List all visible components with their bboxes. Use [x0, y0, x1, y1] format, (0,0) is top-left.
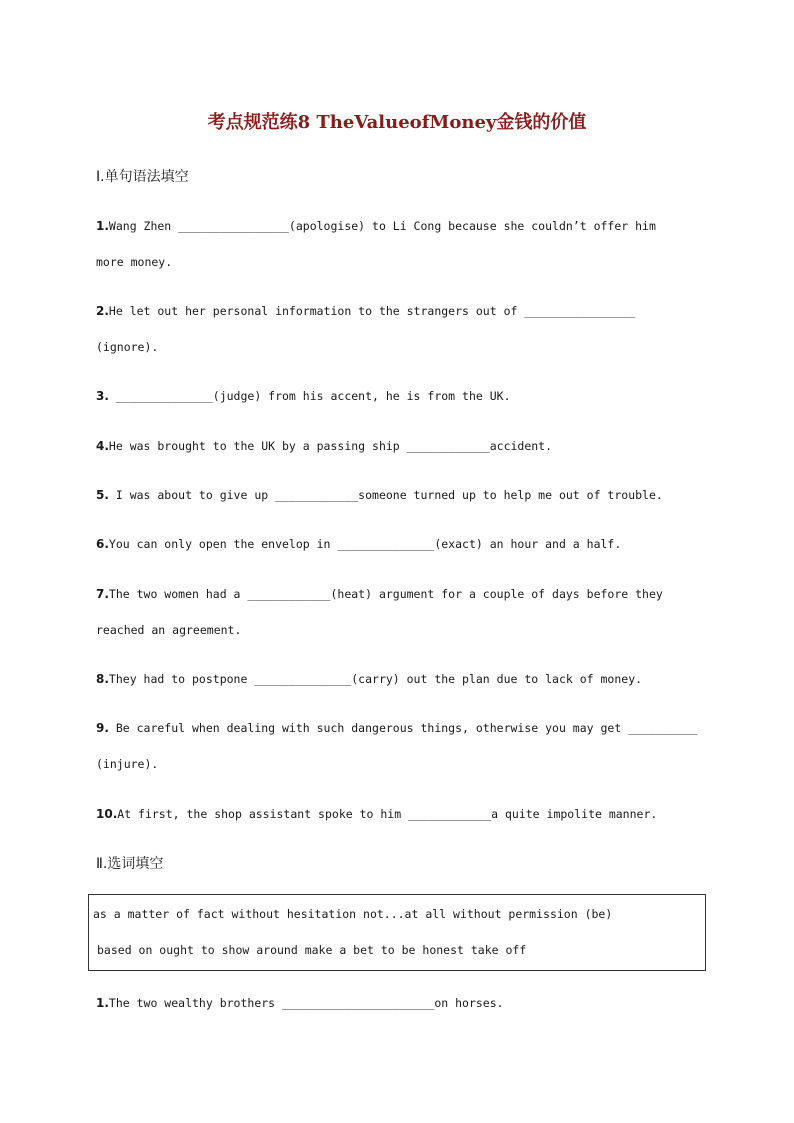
question-number: 10. [96, 807, 118, 821]
word-bank-line-1: as a matter of fact without hesitation not...at all without permission (be) [93, 907, 613, 921]
question-text: The two wealthy brothers ______________________on horses. [108, 996, 504, 1010]
word-bank-box [88, 894, 706, 971]
page-title: 考点规范练8 TheValueofMoney金钱的价值 [207, 112, 587, 133]
question-text: I was about to give up ____________someone turned up to help me out of trouble. [108, 488, 663, 502]
word-bank-line-2: based on ought to show around make a bet to be honest take off [97, 943, 527, 957]
question-7 [96, 576, 701, 612]
question-4 [96, 428, 701, 464]
question-text: He let out her personal information to the strangers out of ________________ [108, 304, 636, 318]
section2-question-1 [96, 985, 701, 1021]
question-text: Wang Zhen ________________(apologise) to Li Cong because she couldn’t offer him [108, 219, 656, 233]
question-number: 5. [96, 488, 109, 502]
question-text: ______________(judge) from his accent, he is from the UK. [108, 389, 511, 403]
section-heading-word-choice: Ⅱ.选词填空 [96, 856, 164, 872]
question-1 [96, 208, 701, 244]
question-text: At first, the shop assistant spoke to him ____________a quite impolite manner. [117, 807, 658, 821]
question-number: 7. [96, 587, 109, 601]
question-number: 1. [96, 219, 109, 233]
question-number: 2. [96, 304, 109, 318]
question-5 [96, 477, 701, 513]
question-9 [96, 710, 701, 746]
question-2-continuation: (ignore). [96, 340, 159, 354]
section-heading-grammar: Ⅰ.单句语法填空 [96, 169, 189, 185]
question-2 [96, 293, 701, 329]
question-number: 4. [96, 439, 109, 453]
question-10 [96, 796, 701, 832]
question-text: He was brought to the UK by a passing ship ____________accident. [108, 439, 553, 453]
question-number: 6. [96, 537, 109, 551]
question-7-continuation: reached an agreement. [96, 623, 242, 637]
question-8 [96, 661, 701, 697]
question-text: They had to postpone ______________(carry) out the plan due to lack of money. [108, 672, 643, 686]
question-number: 1. [96, 996, 109, 1010]
question-1-continuation: more money. [96, 255, 173, 269]
question-number: 9. [96, 721, 109, 735]
question-3 [96, 378, 701, 414]
question-number: 3. [96, 389, 109, 403]
question-text: The two women had a ____________(heat) argument for a couple of days before they [108, 587, 663, 601]
question-text: Be careful when dealing with such dangerous things, otherwise you may get __________ [108, 721, 698, 735]
question-text: You can only open the envelop in ______________(exact) an hour and a half. [108, 537, 622, 551]
question-number: 8. [96, 672, 109, 686]
question-9-continuation: (injure). [96, 757, 159, 771]
question-6 [96, 526, 701, 562]
